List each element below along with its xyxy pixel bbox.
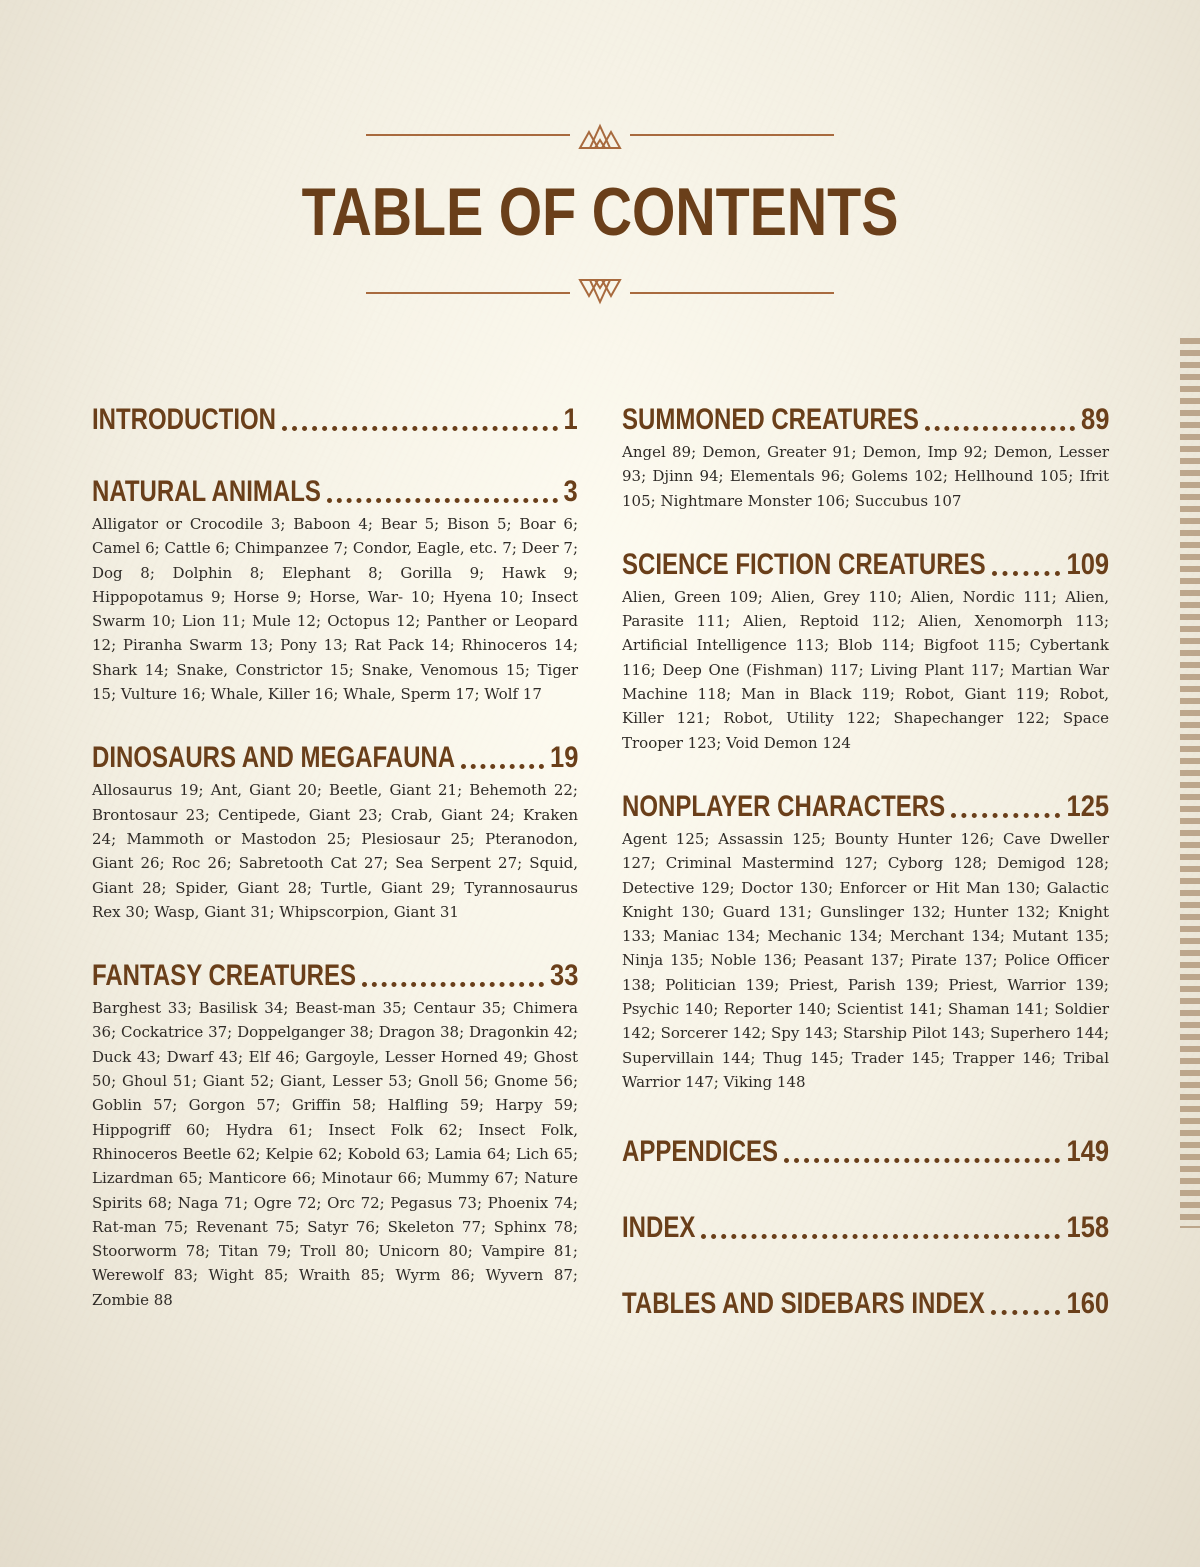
section-title: NONPLAYER CHARACTERS xyxy=(622,789,946,823)
ornament-line-left xyxy=(366,134,570,136)
toc-heading-introduction[interactable] xyxy=(92,398,578,438)
page-title: TABLE OF CONTENTS xyxy=(301,174,899,250)
section-page-number: 19 xyxy=(549,741,578,775)
section-entries-summoned: Angel 89; Demon, Greater 91; Demon, Imp 92; Demon, Lesser 93; Djinn 94; Elementals 96; Golems 102; Hellhound 105; Ifrit 105; Nightmare Monster 106; Succubus 107 xyxy=(622,443,1109,510)
section-page-number: 33 xyxy=(549,959,578,993)
triangle-trio-up-icon xyxy=(578,120,622,150)
dot-leader xyxy=(461,764,544,769)
section-page-number: 158 xyxy=(1066,1211,1109,1245)
section-title: FANTASY CREATURES xyxy=(92,959,357,993)
toc-heading-dinosaurs-and-megafauna[interactable] xyxy=(92,736,578,776)
dot-leader xyxy=(991,1310,1061,1315)
triangle-trio-down-icon xyxy=(578,278,622,308)
section-title: NATURAL ANIMALS xyxy=(92,475,321,508)
section-title: SUMMONED CREATURES xyxy=(622,403,919,436)
dot-leader xyxy=(701,1234,1060,1239)
section-page-number: 125 xyxy=(1066,789,1109,823)
section-entries-science-fiction: Alien, Green 109; Alien, Grey 110; Alien, Nordic 111; Alien, Parasite 111; Alien, Reptoid 112; Alien, Xenomorph 113; Artificial Intelligence 113; Blob 114; Bigfoot 115; Cybertank 116; Deep One (Fishman) 117; Living Plant 117; Martian War Machine 118; Man in Black 119; Robot, Giant 119; Robot, Killer 121; Robot, Utility 122; Shapechanger 122; Space Trooper 123; Void Demon 124 xyxy=(622,587,1109,752)
section-title: TABLES AND SIDEBARS INDEX xyxy=(622,1287,985,1321)
section-page-number: 1 xyxy=(563,403,578,436)
dot-leader xyxy=(282,426,558,431)
dot-leader xyxy=(362,982,544,987)
dot-leader xyxy=(951,813,1060,818)
section-entries-fantasy: Barghest 33; Basilisk 34; Beast-man 35; Centaur 35; Chimera 36; Cockatrice 37; Doppelganger 38; Dragon 38; Dragonkin 42; Duck 43; Dwarf 43; Elf 46; Gargoyle, Lesser Horned 49; Ghost 50; Ghoul 51; Giant 52; Giant, Lesser 53; Gnoll 56; Gnome 56; Goblin 57; Gorgon 57; Griffin 58; Halfling 59; Harpy 59; Hippogriff 60; Hydra 61; Insect Folk 62; Insect Folk, Rhinoceros Beetle 62; Kelpie 62; Kobold 63; Lamia 64; Lich 65; Lizardman 65; Manticore 66; Minotaur 66; Mummy 67; Nature Spirits 68; Naga 71; Ogre 72; Orc 72; Pegasus 73; Phoenix 74; Rat-man 75; Revenant 75; Satyr 76; Skeleton 77; Sphinx 78; Stoorworm 78; Titan 79; Troll 80; Unicorn 80; Vampire 81; Werewolf 83; Wight 85; Wraith 85; Wyrm 86; Wyvern 87; Zombie 88 xyxy=(92,999,578,1309)
toc-heading-natural-animals[interactable] xyxy=(92,470,578,510)
dot-leader xyxy=(327,498,558,503)
bottom-ornament xyxy=(366,278,834,308)
ornament-line-right xyxy=(630,134,834,136)
toc-heading-nonplayer-characters[interactable] xyxy=(622,785,1109,825)
section-page-number: 89 xyxy=(1080,403,1109,436)
toc-heading-science-fiction-creatures[interactable] xyxy=(622,543,1109,583)
toc-heading-appendices[interactable] xyxy=(622,1130,1109,1170)
left-column xyxy=(92,398,578,1312)
section-entries-dinosaurs: Allosaurus 19; Ant, Giant 20; Beetle, Giant 21; Behemoth 22; Brontosaur 23; Centipede, Giant 23; Crab, Giant 24; Kraken 24; Mammoth or Mastodon 25; Plesiosaur 25; Pteranodon, Giant 26; Roc 26; Sabretooth Cat 27; Sea Serpent 27; Squid, Giant 28; Spider, Giant 28; Turtle, Giant 29; Tyrannosaurus Rex 30; Wasp, Giant 31; Whipscorpion, Giant 31 xyxy=(92,781,578,921)
dot-leader xyxy=(784,1158,1060,1163)
section-page-number: 109 xyxy=(1066,547,1109,581)
section-page-number: 149 xyxy=(1066,1135,1109,1169)
toc-heading-index[interactable] xyxy=(622,1206,1109,1246)
section-title: DINOSAURS AND MEGAFAUNA xyxy=(92,741,456,775)
ornament-line-left xyxy=(366,292,570,294)
section-entries-natural-animals: Alligator or Crocodile 3; Baboon 4; Bear 5; Bison 5; Boar 6; Camel 6; Cattle 6; Chimpanzee 7; Condor, Eagle, etc. 7; Deer 7; Dog 8; Dolphin 8; Elephant 8; Gorilla 9; Hawk 9; Hippopotamus 9; Horse 9; Horse, War- 10; Hyena 10; Insect Swarm 10; Lion 11; Mule 12; Octopus 12; Panther or Leopard 12; Piranha Swarm 13; Pony 13; Rat Pack 14; Rhinoceros 14; Shark 14; Snake, Constrictor 15; Snake, Venomous 15; Tiger 15; Vulture 16; Whale, Killer 16; Whale, Sperm 17; Wolf 17 xyxy=(92,515,578,704)
ornament-line-right xyxy=(630,292,834,294)
section-title: APPENDICES xyxy=(622,1135,779,1169)
section-title: INDEX xyxy=(622,1211,696,1245)
toc-heading-summoned-creatures[interactable] xyxy=(622,398,1109,438)
page-edge-tabs xyxy=(1180,338,1200,1228)
right-column xyxy=(622,398,1109,1322)
section-page-number: 3 xyxy=(563,475,578,508)
toc-heading-fantasy-creatures[interactable] xyxy=(92,954,578,994)
section-title: SCIENCE FICTION CREATURES xyxy=(622,547,986,581)
section-page-number: 160 xyxy=(1066,1287,1109,1321)
section-title: INTRODUCTION xyxy=(92,403,276,436)
section-entries-npcs: Agent 125; Assassin 125; Bounty Hunter 126; Cave Dweller 127; Criminal Mastermind 127; Cyborg 128; Demigod 128; Detective 129; Doctor 130; Enforcer or Hit Man 130; Galactic Knight 130; Guard 131; Gunslinger 132; Hunter 132; Knight 133; Maniac 134; Mechanic 134; Merchant 134; Mutant 135; Ninja 135; Noble 136; Peasant 137; Pirate 137; Police Officer 138; Politician 139; Priest, Parish 139; Priest, Warrior 139; Psychic 140; Reporter 140; Scientist 141; Shaman 141; Soldier 142; Sorcerer 142; Spy 143; Starship Pilot 143; Superhero 144; Supervillain 144; Thug 145; Trader 145; Trapper 146; Tribal Warrior 147; Viking 148 xyxy=(622,829,1109,1091)
dot-leader xyxy=(992,571,1061,576)
top-ornament xyxy=(366,120,834,150)
dot-leader xyxy=(925,426,1075,431)
toc-heading-tables-and-sidebars-index[interactable] xyxy=(622,1282,1109,1322)
